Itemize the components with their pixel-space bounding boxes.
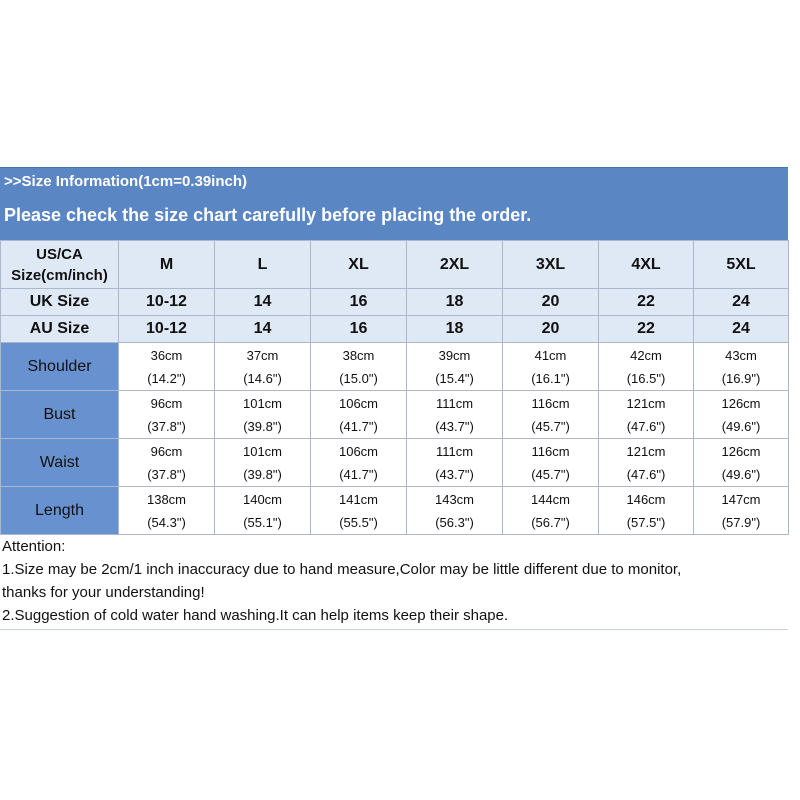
- au-size-value: 24: [694, 316, 789, 343]
- measurement-inch: (39.8"): [243, 466, 282, 482]
- measurement-cell: [119, 487, 215, 535]
- measurement-cell: [599, 391, 694, 439]
- measurement-cm: 116cm: [531, 395, 570, 411]
- au-size-value: 10-12: [119, 316, 215, 343]
- au-size-value: 18: [407, 316, 503, 343]
- measurement-cm: 41cm: [534, 347, 567, 363]
- corner-line-1: US/CA: [36, 245, 83, 263]
- measurement-cell: [503, 343, 599, 391]
- measurement-cm: 121cm: [626, 443, 666, 459]
- measurement-cell: [119, 439, 215, 487]
- measurement-cm: 147cm: [721, 491, 761, 507]
- size-table: [0, 240, 789, 535]
- size-header-xl: XL: [311, 241, 407, 289]
- uk-size-value: 18: [407, 289, 503, 316]
- measurement-label: Shoulder: [1, 343, 119, 391]
- au-size-row: [1, 316, 789, 343]
- measurement-cm: 42cm: [630, 347, 662, 363]
- measurement-inch: (57.9"): [721, 514, 761, 530]
- au-size-label: AU Size: [1, 316, 119, 343]
- measurement-inch: (56.3"): [435, 514, 474, 530]
- measurement-inch: (49.6"): [721, 418, 761, 434]
- size-header-3xl: 3XL: [503, 241, 599, 289]
- measurement-cm: 144cm: [530, 491, 571, 507]
- measurement-cell: [407, 391, 503, 439]
- measurement-cell: [694, 391, 789, 439]
- measurement-cm: 141cm: [338, 491, 379, 507]
- measurement-row-shoulder: [1, 343, 789, 391]
- measurement-cm: 126cm: [721, 395, 761, 411]
- measurement-label: Waist: [1, 439, 119, 487]
- measurement-cm: 36cm: [150, 347, 183, 363]
- measurement-cm: 43cm: [725, 347, 757, 363]
- measurement-cell: [215, 439, 311, 487]
- uk-size-value: 22: [599, 289, 694, 316]
- measurement-cell: [694, 439, 789, 487]
- au-size-value: 14: [215, 316, 311, 343]
- measurement-cell: [599, 487, 694, 535]
- measurement-inch: (55.5"): [339, 514, 378, 530]
- measurement-row-length: [1, 487, 789, 535]
- banner-title: >>Size Information(1cm=0.39inch): [4, 173, 247, 190]
- measurement-inch: (14.6"): [243, 370, 282, 386]
- measurement-inch: (14.2"): [147, 370, 186, 386]
- measurement-inch: (37.8"): [147, 418, 186, 434]
- measurement-inch: (43.7"): [435, 466, 474, 482]
- measurement-inch: (15.4"): [435, 370, 474, 386]
- measurement-inch: (47.6"): [626, 418, 666, 434]
- size-header-l: L: [215, 241, 311, 289]
- measurement-cm: 96cm: [150, 443, 183, 459]
- measurement-inch: (56.7"): [531, 514, 570, 530]
- measurement-cm: 39cm: [438, 347, 471, 363]
- measurement-inch: (49.6"): [721, 466, 761, 482]
- measurement-cell: [311, 487, 407, 535]
- measurement-inch: (45.7"): [531, 466, 570, 482]
- notes-line-3: 2.Suggestion of cold water hand washing.It can help items keep their shape.: [2, 607, 509, 624]
- measurement-cell: [119, 343, 215, 391]
- measurement-cell: [407, 439, 503, 487]
- measurement-cell: [694, 343, 789, 391]
- measurement-cell: [503, 391, 599, 439]
- measurement-cm: 146cm: [626, 491, 666, 507]
- measurement-inch: (16.9"): [721, 370, 761, 386]
- uk-size-value: 16: [311, 289, 407, 316]
- measurement-cm: 96cm: [150, 395, 183, 411]
- uk-size-value: 20: [503, 289, 599, 316]
- measurement-inch: (45.7"): [531, 418, 570, 434]
- table-corner-label: [1, 241, 119, 289]
- measurement-cm: 126cm: [721, 443, 761, 459]
- au-size-value: 22: [599, 316, 694, 343]
- corner-line-2: Size(cm/inch): [11, 266, 108, 284]
- measurement-cm: 38cm: [342, 347, 375, 363]
- measurement-inch: (57.5"): [626, 514, 666, 530]
- size-chart-sheet: [0, 167, 788, 630]
- measurement-inch: (16.1"): [531, 370, 570, 386]
- measurement-cell: [215, 487, 311, 535]
- measurement-cell: [503, 439, 599, 487]
- measurement-cm: 37cm: [246, 347, 279, 363]
- size-header-row: [1, 241, 789, 289]
- measurement-inch: (39.8"): [243, 418, 282, 434]
- measurement-cell: [694, 487, 789, 535]
- measurement-inch: (15.0"): [339, 370, 378, 386]
- measurement-cell: [599, 343, 694, 391]
- banner-subtitle: Please check the size chart carefully before placing the order.: [4, 205, 532, 225]
- measurement-cell: [311, 439, 407, 487]
- measurement-cm: 101cm: [242, 395, 283, 411]
- measurement-cm: 106cm: [338, 395, 379, 411]
- measurement-cell: [311, 391, 407, 439]
- measurement-cell: [407, 343, 503, 391]
- measurement-label: Length: [1, 487, 119, 535]
- measurement-inch: (37.8"): [147, 466, 186, 482]
- size-header-m: M: [119, 241, 215, 289]
- uk-size-label: UK Size: [1, 289, 119, 316]
- measurement-cm: 111cm: [435, 443, 474, 459]
- uk-size-row: [1, 289, 789, 316]
- measurement-cm: 121cm: [626, 395, 666, 411]
- measurement-cm: 116cm: [531, 443, 570, 459]
- measurement-cell: [215, 391, 311, 439]
- uk-size-value: 10-12: [119, 289, 215, 316]
- uk-size-value: 14: [215, 289, 311, 316]
- measurement-cell: [407, 487, 503, 535]
- measurement-cell: [215, 343, 311, 391]
- measurement-cell: [311, 343, 407, 391]
- measurement-cm: 101cm: [242, 443, 283, 459]
- measurement-inch: (16.5"): [626, 370, 666, 386]
- measurement-cm: 140cm: [242, 491, 283, 507]
- au-size-value: 20: [503, 316, 599, 343]
- measurement-cm: 106cm: [338, 443, 379, 459]
- measurement-row-bust: [1, 391, 789, 439]
- measurement-inch: (54.3"): [147, 514, 186, 530]
- measurement-cell: [503, 487, 599, 535]
- size-header-4xl: 4XL: [599, 241, 694, 289]
- au-size-value: 16: [311, 316, 407, 343]
- notes-line-1: 1.Size may be 2cm/1 inch inaccuracy due to hand measure,Color may be little different due to monitor,: [2, 561, 682, 578]
- notes-line-2: thanks for your understanding!: [2, 584, 205, 601]
- measurement-cm: 138cm: [146, 491, 187, 507]
- measurement-inch: (41.7"): [339, 466, 378, 482]
- size-info-banner: [0, 167, 788, 240]
- measurement-inch: (43.7"): [435, 418, 474, 434]
- size-header-5xl: 5XL: [694, 241, 789, 289]
- measurement-inch: (41.7"): [339, 418, 378, 434]
- notes-title: Attention:: [2, 538, 66, 555]
- measurement-inch: (47.6"): [626, 466, 666, 482]
- measurement-cell: [599, 439, 694, 487]
- measurement-label: Bust: [1, 391, 119, 439]
- measurement-cell: [119, 391, 215, 439]
- attention-notes: [0, 535, 788, 630]
- measurement-cm: 111cm: [435, 395, 474, 411]
- uk-size-value: 24: [694, 289, 789, 316]
- size-header-2xl: 2XL: [407, 241, 503, 289]
- measurement-inch: (55.1"): [243, 514, 282, 530]
- measurement-row-waist: [1, 439, 789, 487]
- measurement-cm: 143cm: [434, 491, 475, 507]
